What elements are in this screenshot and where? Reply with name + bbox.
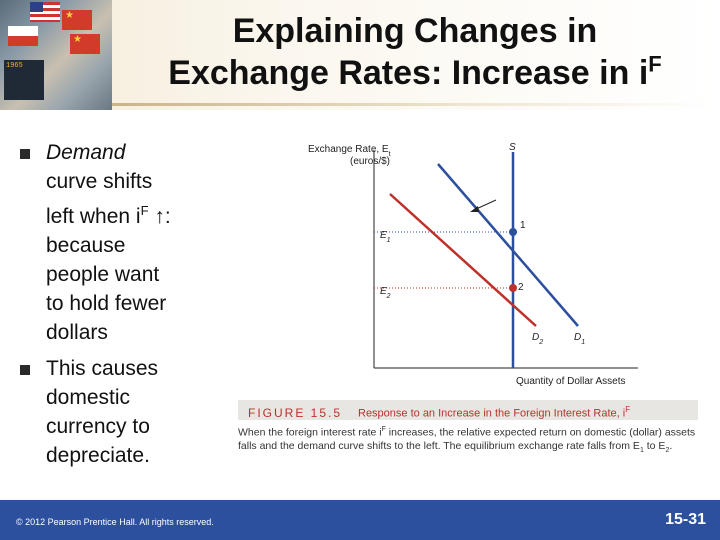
figure-number: FIGURE 15.5 <box>248 405 343 420</box>
ticker-text: 1965 <box>6 62 23 70</box>
title-line-1: Explaining Changes in <box>232 12 598 50</box>
supply-label: S <box>509 142 516 153</box>
e1-label: $E_1$ <box>380 230 391 244</box>
point-2-label: 2 <box>518 282 524 293</box>
flag-icon <box>70 34 100 54</box>
exchange-rate-diagram <box>238 130 720 400</box>
bullet-text: Demand curve shifts left when $i^F$ ↑: because people want to hold fewer dollars <box>46 141 171 344</box>
flag-icon <box>8 26 38 46</box>
bullet-text: This causes domestic currency to depreciate. <box>46 357 159 467</box>
header-divider <box>112 103 720 106</box>
flag-icon <box>30 2 60 22</box>
bullet-depreciation <box>46 354 226 470</box>
figure-description: When the foreign interest rate $i^F$ increases, the relative expected return on domestic (dollar) assets falls and the demand curve shifts to the left. The equilibrium exchange rate falls from $E_1$ to $E_2$. <box>238 426 696 454</box>
figure-caption-title: Response to an Increase in the Foreign Interest Rate, $i^F$ <box>358 405 631 420</box>
bullet-demand-shift <box>46 138 206 347</box>
equilibrium-point-2 <box>509 284 517 292</box>
copyright-text: © 2012 Pearson Prentice Hall. All rights reserved. <box>16 517 214 527</box>
ticker-board <box>4 60 44 100</box>
point-1-label: 1 <box>520 220 526 231</box>
e2-label: $E_2$ <box>380 286 391 300</box>
header-photo <box>0 0 112 110</box>
demand-d1-label: $D_1$ <box>574 332 586 346</box>
x-axis-label: Quantity of Dollar Assets <box>516 376 626 387</box>
header-band <box>0 0 720 110</box>
equilibrium-point-1 <box>509 228 517 236</box>
y-axis-unit: (euros/$) <box>350 156 391 167</box>
title-superscript: F <box>648 51 662 77</box>
demand-d2-label: $D_2$ <box>532 332 544 346</box>
bullet-square-icon <box>20 149 30 159</box>
figure-15-5 <box>238 130 720 480</box>
flag-icon <box>62 10 92 30</box>
y-axis-label: Exchange Rate, $E_t$ <box>308 144 391 158</box>
figure-caption-bar <box>238 400 698 420</box>
footer-bar <box>0 500 720 540</box>
title-line-2: Exchange Rates: Increase in $i^F$ <box>168 51 662 92</box>
slide-number: 15-31 <box>665 511 706 528</box>
bullet-square-icon <box>20 365 30 375</box>
slide-title <box>120 10 710 94</box>
